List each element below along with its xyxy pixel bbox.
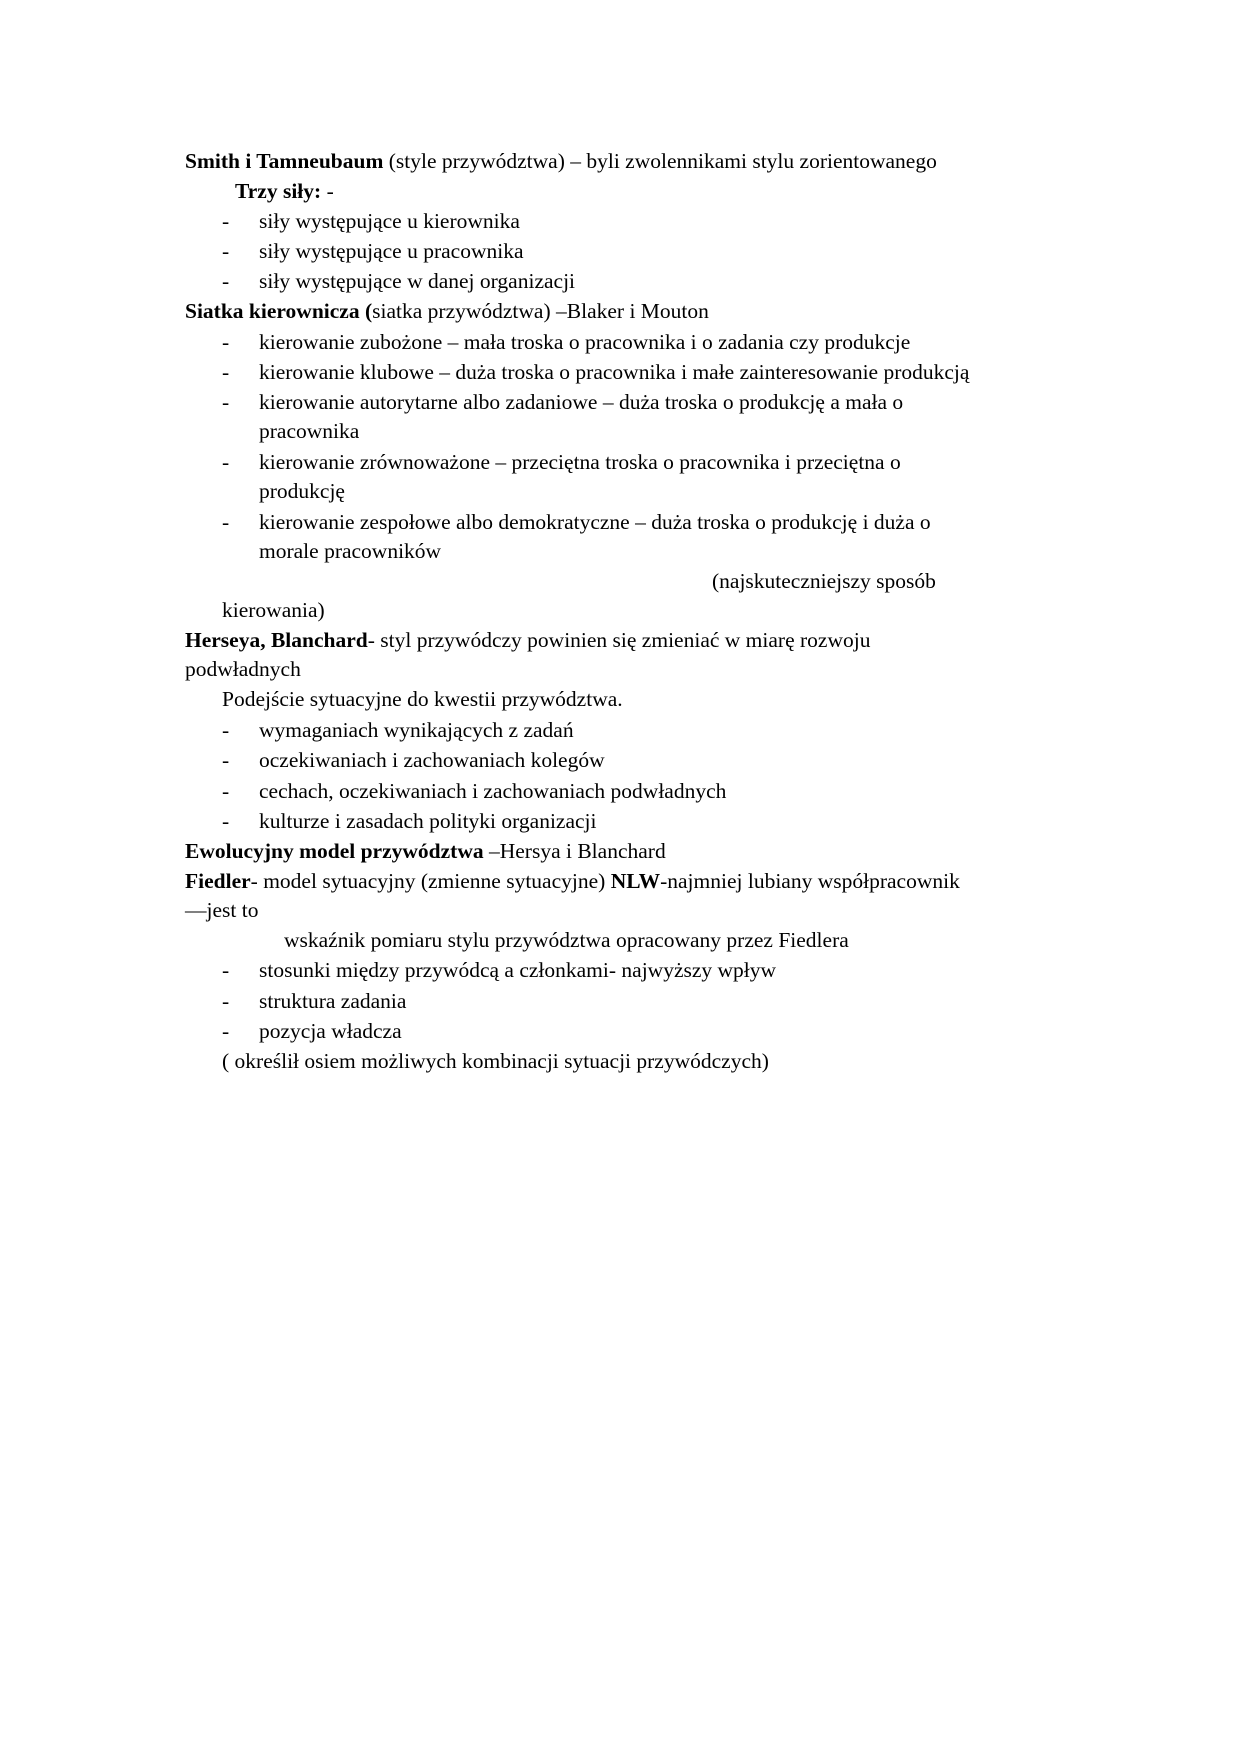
list-item-text: cechach, oczekiwaniach i zachowaniach podwładnych bbox=[259, 779, 727, 803]
list-dash: - bbox=[222, 779, 230, 803]
trzy-sily-title: Trzy siły: bbox=[235, 179, 322, 203]
heading-ewolucyjny-title: Ewolucyjny model przywództwa bbox=[185, 839, 484, 863]
heading-smith-title: Smith i Tamneubaum bbox=[185, 149, 389, 173]
heading-ewolucyjny-rest: –Hersya i Blanchard bbox=[483, 839, 666, 863]
list-item-text: wymaganiach wynikających z zadań bbox=[259, 718, 574, 742]
list-item-text: kierowanie klubowe – duża troska o pracownika i małe zainteresowanie produkcją bbox=[259, 360, 970, 384]
note-najskuteczniejszy: (najskuteczniejszy sposób bbox=[712, 569, 936, 593]
list-dash: - bbox=[222, 360, 230, 384]
okreslil-text: ( określił osiem możliwych kombinacji sytuacji przywódczych) bbox=[222, 1049, 769, 1073]
list-item-text: stosunki między przywódcą a członkami- najwyższy wpływ bbox=[259, 958, 777, 982]
list-item-continuation: pracownika bbox=[259, 419, 360, 443]
heading-siatka bbox=[185, 298, 709, 324]
fiedler-continuation: —jest to bbox=[185, 898, 259, 922]
list-item-text: siły występujące u kierownika bbox=[259, 209, 520, 233]
heading-smith bbox=[185, 148, 937, 174]
heading-fiedler bbox=[185, 868, 960, 894]
list-dash: - bbox=[222, 718, 230, 742]
heading-smith-rest: (style przywództwa) – byli zwolennikami stylu zorientowanego bbox=[388, 149, 937, 173]
heading-hersey bbox=[185, 627, 870, 653]
wskaznik-text: wskaźnik pomiaru stylu przywództwa opracowany przez Fiedlera bbox=[284, 928, 849, 952]
fiedler-rest-a: - model sytuacyjny (zmienne sytuacyjne) bbox=[250, 869, 611, 893]
list-dash: - bbox=[222, 269, 230, 293]
list-dash: - bbox=[222, 330, 230, 354]
fiedler-nlw: NLW bbox=[610, 869, 661, 893]
list-dash: - bbox=[222, 958, 230, 982]
list-item-text: pozycja władcza bbox=[259, 1019, 402, 1043]
list-dash: - bbox=[222, 989, 230, 1013]
list-item-continuation: produkcję bbox=[259, 479, 345, 503]
heading-fiedler-title: Fiedler bbox=[185, 869, 251, 893]
list-dash: - bbox=[222, 748, 230, 772]
heading-siatka-title: Siatka kierownicza ( bbox=[185, 299, 373, 323]
subheading-trzy-sily bbox=[235, 178, 334, 204]
fiedler-rest-b: -najmniej lubiany współpracownik bbox=[660, 869, 960, 893]
heading-hersey-title: Herseya, Blanchard bbox=[185, 628, 368, 652]
podejscie-text: Podejście sytuacyjne do kwestii przywództwa. bbox=[222, 687, 623, 711]
list-item-text: siły występujące u pracownika bbox=[259, 239, 524, 263]
list-dash: - bbox=[222, 809, 230, 833]
note-kierowania: kierowania) bbox=[222, 598, 325, 622]
list-item-text: struktura zadania bbox=[259, 989, 407, 1013]
list-dash: - bbox=[222, 239, 230, 263]
heading-hersey-rest: - styl przywódczy powinien się zmieniać w miarę rozwoju bbox=[367, 628, 871, 652]
list-item-text: kierowanie zrównoważone – przeciętna troska o pracownika i przeciętna o bbox=[259, 450, 901, 474]
trzy-sily-rest: - bbox=[321, 179, 334, 203]
list-item-text: kulturze i zasadach polityki organizacji bbox=[259, 809, 597, 833]
list-item-text: oczekiwaniach i zachowaniach kolegów bbox=[259, 748, 605, 772]
list-item-text: siły występujące w danej organizacji bbox=[259, 269, 576, 293]
list-item-text: kierowanie zespołowe albo demokratyczne – duża troska o produkcję i duża o bbox=[259, 510, 931, 534]
hersey-continuation: podwładnych bbox=[185, 657, 301, 681]
list-dash: - bbox=[222, 209, 230, 233]
list-item-text: kierowanie autorytarne albo zadaniowe – duża troska o produkcję a mała o bbox=[259, 390, 904, 414]
heading-siatka-rest: siatka przywództwa) –Blaker i Mouton bbox=[372, 299, 709, 323]
list-dash: - bbox=[222, 450, 230, 474]
list-item-text: kierowanie zubożone – mała troska o pracownika i o zadania czy produkcje bbox=[259, 330, 911, 354]
list-dash: - bbox=[222, 1019, 230, 1043]
list-dash: - bbox=[222, 390, 230, 414]
list-item-continuation: morale pracowników bbox=[259, 539, 442, 563]
heading-ewolucyjny bbox=[185, 838, 666, 864]
list-dash: - bbox=[222, 510, 230, 534]
